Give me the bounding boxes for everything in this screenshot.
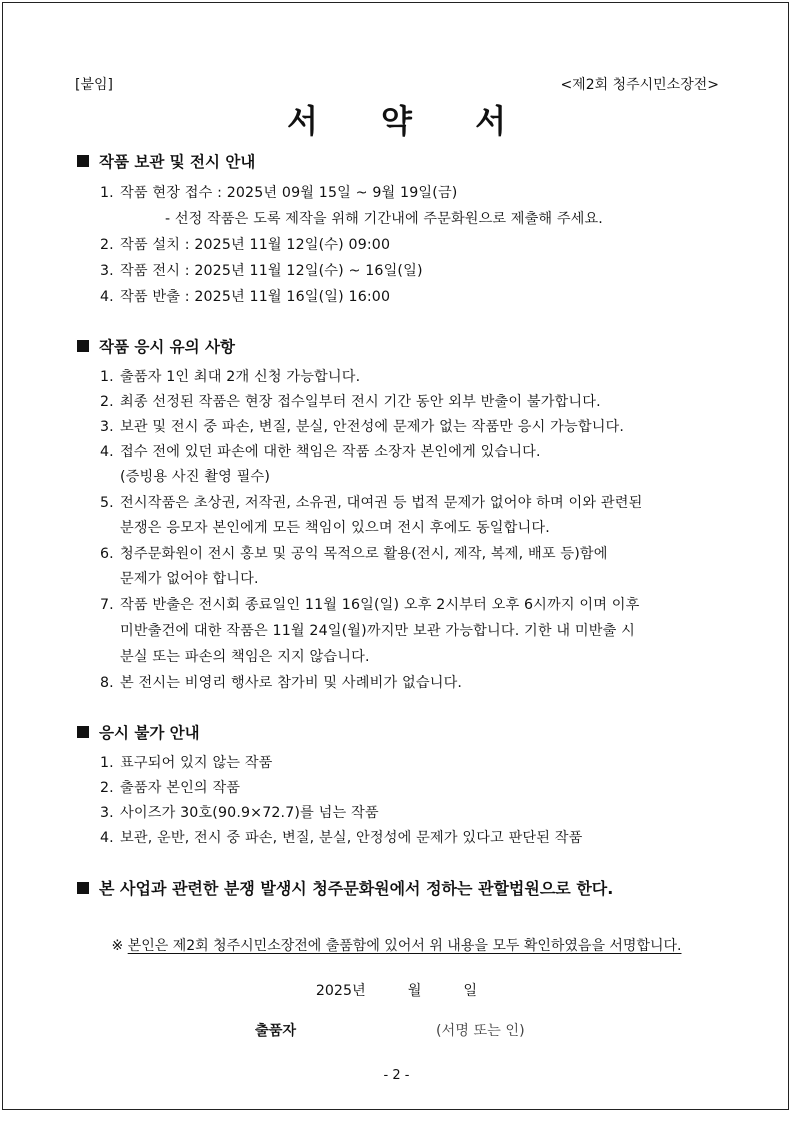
event-name: <제2회 청주시민소장전> (560, 77, 719, 93)
list-item: 1. 출품자 1인 최대 2개 신청 가능합니다. (100, 369, 361, 385)
list-item: 2. 최종 선정된 작품은 현장 접수일부터 전시 기간 동안 외부 반출이 불가합니다. (100, 394, 601, 410)
square-bullet-icon (77, 340, 89, 352)
date-year: 2025년 (315, 983, 366, 999)
list-item: 4. 작품 반출 : 2025년 11월 16일(일) 16:00 (100, 289, 391, 305)
date-day: 일 (463, 983, 478, 999)
list-item-continuation: 분실 또는 파손의 책임은 지지 않습니다. (120, 649, 370, 665)
section-heading-jurisdiction: 본 사업과 관련한 분쟁 발생시 청주문화원에서 정하는 관할법원으로 한다. (77, 876, 613, 899)
list-item: 4. 접수 전에 있던 파손에 대한 책임은 작품 소장자 본인에게 있습니다. (100, 444, 541, 460)
list-item: 1. 표구되어 있지 않는 작품 (100, 755, 273, 771)
list-item: 2. 출품자 본인의 작품 (100, 780, 241, 796)
list-item: 6. 청주문화원이 전시 홍보 및 공익 목적으로 활용(전시, 제작, 복제, 배포 등)함에 (100, 546, 608, 562)
attachment-label: [붙임] (75, 77, 113, 93)
section-heading-ineligible: 응시 불가 안내 (77, 721, 200, 743)
list-item-note: - 선정 작품은 도록 제작을 위해 기간내에 주문화원으로 제출해 주세요. (165, 211, 603, 227)
signature-hint: (서명 또는 인) (436, 1023, 525, 1039)
list-item: 3. 보관 및 전시 중 파손, 변질, 분실, 안전성에 문제가 없는 작품만 응시 가능합니다. (100, 419, 625, 435)
list-item: 5. 전시작품은 초상권, 저작권, 소유권, 대여권 등 법적 문제가 없어야 하며 이와 관련된 (100, 495, 643, 511)
list-item: 8. 본 전시는 비영리 행사로 참가비 및 사례비가 없습니다. (100, 675, 463, 691)
list-item: 1. 작품 현장 접수 : 2025년 09월 15일 ~ 9월 19일(금) (100, 185, 458, 201)
page-number: - 2 - (383, 1068, 410, 1083)
list-item-continuation: 분쟁은 응모자 본인에게 모든 책임이 있으며 전시 후에도 동일합니다. (120, 520, 550, 536)
list-item: 4. 보관, 운반, 전시 중 파손, 변질, 분실, 안정성에 문제가 있다고 판단된 작품 (100, 830, 583, 846)
page-title: 서 약 서 (286, 102, 533, 140)
list-item-continuation: (증빙용 사진 촬영 필수) (120, 469, 271, 485)
list-item: 3. 사이즈가 30호(90.9×72.7)를 넘는 작품 (100, 805, 379, 821)
list-item: 7. 작품 반출은 전시회 종료일인 11월 16일(일) 오후 2시부터 오후 6시까지 이며 이후 (100, 597, 640, 613)
list-item: 3. 작품 전시 : 2025년 11월 12일(수) ~ 16일(일) (100, 263, 423, 279)
date-month: 월 (407, 983, 422, 999)
square-bullet-icon (77, 882, 89, 894)
square-bullet-icon (77, 726, 89, 738)
square-bullet-icon (77, 155, 89, 167)
section-heading-storage: 작품 보관 및 전시 안내 (77, 150, 255, 172)
list-item: 2. 작품 설치 : 2025년 11월 12일(수) 09:00 (100, 237, 391, 253)
applicant-label: 출품자 (255, 1023, 297, 1039)
confirmation-statement: ※ 본인은 제2회 청주시민소장전에 출품함에 있어서 위 내용을 모두 확인하였음을 서명합니다. (111, 938, 682, 954)
list-item-continuation: 미반출건에 대한 작품은 11월 24일(월)까지만 보관 가능합니다. 기한 내 미반출 시 (120, 623, 635, 639)
list-item-continuation: 문제가 없어야 합니다. (120, 571, 259, 587)
signature-date (0, 980, 793, 1000)
section-heading-precautions: 작품 응시 유의 사항 (77, 335, 235, 357)
